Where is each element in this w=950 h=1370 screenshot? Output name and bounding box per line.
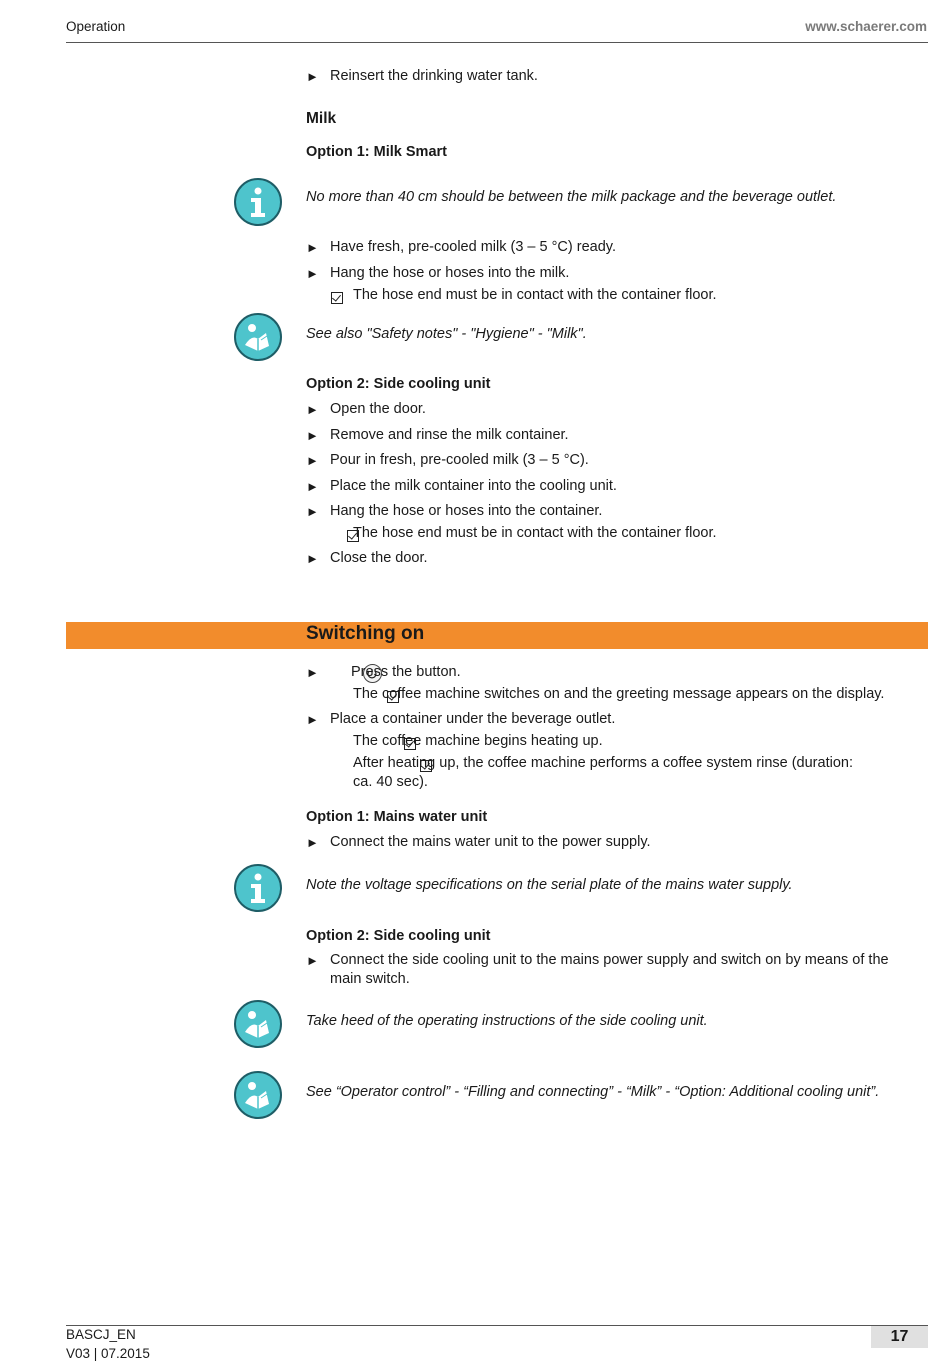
arrow-icon: ► <box>306 504 319 519</box>
step-text: Connect the side cooling unit to the mains power supply and switch on by means of the <box>330 952 889 968</box>
step-text: Open the door. <box>330 401 426 417</box>
milk-heading: Milk <box>306 110 337 127</box>
manual-reference-icon <box>234 1000 282 1048</box>
arrow-icon: ► <box>306 712 319 727</box>
header-website[interactable]: www.schaerer.com <box>805 19 927 34</box>
result-text: The coffee machine switches on and the greeting message appears on the display. <box>353 686 885 702</box>
footer-divider <box>66 1325 928 1326</box>
option-title: Option 2: Side cooling unit <box>306 928 491 944</box>
result-text: The coffee machine begins heating up. <box>353 733 603 749</box>
arrow-icon: ► <box>306 69 319 84</box>
result-text-continued: ca. 40 sec). <box>353 774 428 790</box>
section-title: Switching on <box>306 623 425 644</box>
arrow-icon: ► <box>306 835 319 850</box>
step-text: Close the door. <box>330 550 428 566</box>
arrow-icon: ► <box>306 953 319 968</box>
step-text: Place the milk container into the cooling unit. <box>330 478 617 494</box>
result-text: The hose end must be in contact with the container floor. <box>353 287 717 303</box>
arrow-icon: ► <box>306 266 319 281</box>
step-text: Hang the hose or hoses into the milk. <box>330 265 570 281</box>
step-text: Press the button. <box>351 664 461 680</box>
option-title: Option 2: Side cooling unit <box>306 376 491 392</box>
arrow-icon: ► <box>306 665 319 680</box>
info-note: No more than 40 cm should be between the milk package and the beverage outlet. <box>306 189 837 205</box>
step-text: Remove and rinse the milk container. <box>330 427 569 443</box>
info-icon <box>234 178 282 226</box>
arrow-icon: ► <box>306 240 319 255</box>
reference-note: Take heed of the operating instructions of the side cooling unit. <box>306 1013 708 1029</box>
step-text: Connect the mains water unit to the power supply. <box>330 834 651 850</box>
arrow-icon: ► <box>306 479 319 494</box>
header-divider <box>66 42 928 43</box>
info-icon <box>234 864 282 912</box>
see-also-note: See also "Safety notes" - "Hygiene" - "Milk". <box>306 326 587 342</box>
result-text: After heating up, the coffee machine performs a coffee system rinse (duration: <box>353 755 853 771</box>
option-title: Option 1: Milk Smart <box>306 144 447 160</box>
footer-version: V03 | 07.2015 <box>66 1346 150 1361</box>
arrow-icon: ► <box>306 453 319 468</box>
info-note: Note the voltage specifications on the serial plate of the mains water supply. <box>306 877 793 893</box>
step-text: Reinsert the drinking water tank. <box>330 68 538 84</box>
step-text: Place a container under the beverage outlet. <box>330 711 616 727</box>
arrow-icon: ► <box>306 551 319 566</box>
step-text: Have fresh, pre-cooled milk (3 – 5 °C) ready. <box>330 239 616 255</box>
step-text-continued: main switch. <box>330 971 410 987</box>
arrow-icon: ► <box>306 402 319 417</box>
section-header-bar <box>66 622 928 649</box>
option-title: Option 1: Mains water unit <box>306 809 488 825</box>
step-text: Hang the hose or hoses into the container. <box>330 503 603 519</box>
manual-reference-icon <box>234 1071 282 1119</box>
arrow-icon: ► <box>306 428 319 443</box>
page-number: 17 <box>871 1326 928 1348</box>
footer-document-id: BASCJ_EN <box>66 1327 136 1342</box>
result-text: The hose end must be in contact with the container floor. <box>353 525 717 541</box>
header-section-label: Operation <box>66 19 126 34</box>
manual-reference-icon <box>234 313 282 361</box>
see-also-note: See “Operator control” - “Filling and connecting” - “Milk” - “Option: Additional cooling unit”. <box>306 1084 880 1100</box>
checkbox-result-icon <box>331 292 343 304</box>
step-text: Pour in fresh, pre-cooled milk (3 – 5 °C). <box>330 452 589 468</box>
